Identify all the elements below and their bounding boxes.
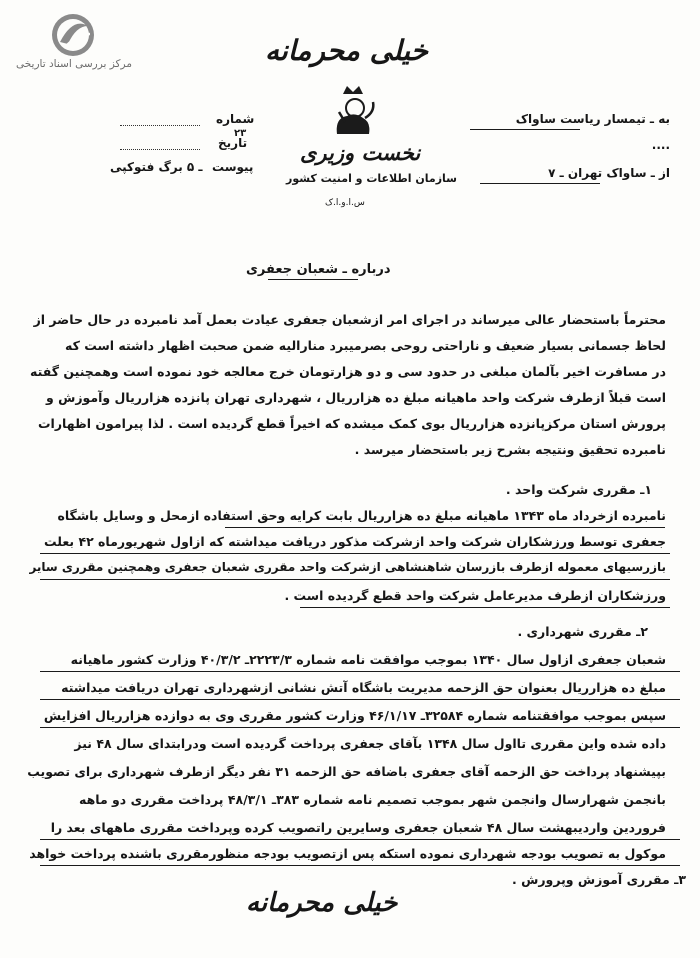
header-to-underline bbox=[470, 129, 580, 130]
section-1-line-4: ورزشکاران ازطرف مدیرعامل شرکت واحد قطع گردیده است . bbox=[284, 588, 666, 603]
section-2-line-3: سپس بموجب موافقتنامه شماره ۳۲۵۸۴ـ ۴۶/۱/۱۷ وزارت کشور مقرری وی به دوازده هزارریال افزایش bbox=[43, 708, 666, 723]
ministry-title: نخست وزیری bbox=[300, 140, 421, 165]
header-from-underline bbox=[480, 183, 600, 184]
section-1-title: ۱ـ مقرری شرکت واحد . bbox=[505, 482, 652, 497]
section-2-line-8: موکول به تصویب بودجه شهرداری نموده استکه پس ازتصویب بودجه منظورمقرری باشنده پرداخت خواهد bbox=[29, 846, 666, 861]
section-1-underline-1 bbox=[225, 527, 665, 528]
number-dotted-line bbox=[120, 125, 200, 126]
classification-bottom: خیلی محرمانه bbox=[246, 888, 398, 918]
section-1-line-2: جعفری توسط ورزشکاران شرکت واحد ازشرکت مذکور دریافت میداشته که ازاول شهریورماه ۴۲ بعلت bbox=[44, 534, 666, 549]
agency-name: سازمان اطلاعات و امنیت کشور bbox=[286, 172, 457, 185]
agency-code: س.ا.و.ا.ک bbox=[325, 198, 365, 208]
body-line-1: محترماً باستحضار عالی میرساند در اجرای امر ازشعبان جعفری عیادت بعمل آمد نامبرده در حال حاضر از bbox=[33, 312, 666, 327]
subject-line: درباره ـ شعبان جعفری bbox=[246, 262, 391, 277]
header-from: از ـ ساواک تهران ـ ۷ bbox=[548, 166, 670, 180]
header-marginal-dots: .... bbox=[651, 138, 670, 152]
date-label: تاریخ bbox=[218, 136, 248, 150]
section-3-title: ۳ـ مقرری آموزش وپرورش . bbox=[512, 872, 686, 887]
section-1-line-1: نامبرده ازخرداد ماه ۱۳۴۳ ماهیانه مبلغ ده هزارریال بابت کرایه وحق استفاده ازمحل و وسایل باشگاه bbox=[57, 508, 666, 523]
section-2-underline-7 bbox=[40, 839, 680, 840]
section-2-underline-1 bbox=[40, 671, 680, 672]
archive-name: مرکز بررسی اسناد تاریخی bbox=[16, 58, 132, 70]
section-2-line-1: شعبان جعفری ازاول سال ۱۳۴۰ بموجب موافقت نامه شماره ۲۲۲۳/۳ـ ۴۰/۳/۲ وزارت کشور ماهیانه bbox=[70, 652, 666, 667]
attachment-label: پیوست bbox=[212, 160, 254, 174]
date-dotted-line bbox=[120, 149, 200, 150]
body-line-5: پرورش استان مرکزپانزده هزارریال بوی کمک میشده که اخیراً قطع گردیده است . لذا پیرامون اظهارات bbox=[37, 416, 666, 431]
section-1-underline-2 bbox=[40, 553, 670, 554]
section-2-line-5: بپیشنهاد پرداخت حق الزحمه آقای جعفری باضافه حق الزحمه ۳۱ نفر دیگر ازطرف شهرداری برای تصویب bbox=[27, 764, 666, 779]
section-2-line-6: بانجمن شهرارسال وانجمن شهر بموجب تصمیم نامه شماره ۳۸۳ـ ۴۸/۳/۱ پرداخت مقرری دو ماهه bbox=[79, 792, 666, 807]
body-line-2: لحاظ جسمانی بسیار ضعیف و ناراحتی روحی بصرمیبرد منارالیه ضمن صحبت اظهار داشته است که bbox=[65, 338, 666, 353]
section-2-line-2: مبلغ ده هزارریال بعنوان حق الزحمه مدیریت باشگاه آتش نشانی ازشهرداری تهران دریافت میداشته bbox=[61, 680, 666, 695]
section-1-line-3: بازرسیهای معموله ازطرف بازرسان شاهنشاهی ازشرکت واحد مقرری شعبان جعفری وهمچنین مقرری سایر bbox=[29, 560, 666, 574]
number-label: شماره bbox=[216, 112, 255, 126]
subject-underline bbox=[268, 279, 358, 280]
archive-logo-icon bbox=[50, 12, 96, 58]
section-2-underline-3 bbox=[40, 727, 680, 728]
classification-top: خیلی محرمانه bbox=[265, 34, 428, 67]
section-2-line-4: داده شده واین مقرری تااول سال ۱۳۴۸ بآقای جعفری پرداخت گردیده است ودرابتدای سال ۴۸ نیز bbox=[74, 736, 666, 751]
section-2-line-7: فروردین واردیبهشت سال ۴۸ شعبان جعفری وسایرین راتصویب کرده وپرداخت مقرری ماههای بعد را bbox=[50, 820, 666, 835]
body-line-6: نامبرده تحقیق ونتیجه بشرح زیر باستحضار میرسد . bbox=[354, 442, 666, 457]
body-line-3: در مسافرت اخیر بآلمان مبلغی در حدود سی و دو هزارتومان خرج معالجه خود نموده است وهمچنین گفته bbox=[30, 364, 666, 379]
section-2-underline-8 bbox=[40, 865, 680, 866]
body-line-4: است قبلاً ازطرف شرکت واحد ماهیانه مبلغ ده هزارریال ، شهرداری تهران پانزده هزارریال وآموزش و bbox=[45, 390, 666, 405]
header-to: به ـ تیمسار ریاست ساواک bbox=[515, 112, 670, 126]
section-1-underline-4 bbox=[300, 607, 670, 608]
section-2-underline-2 bbox=[40, 699, 680, 700]
attachment-value: ـ ۵ برگ فتوکپی bbox=[110, 160, 203, 174]
marginal-code: ۲۳ bbox=[234, 128, 247, 139]
section-1-underline-3 bbox=[40, 579, 670, 580]
lion-and-sun-emblem-icon bbox=[325, 82, 381, 140]
section-2-title: ۲ـ مقرری شهرداری . bbox=[517, 624, 648, 639]
